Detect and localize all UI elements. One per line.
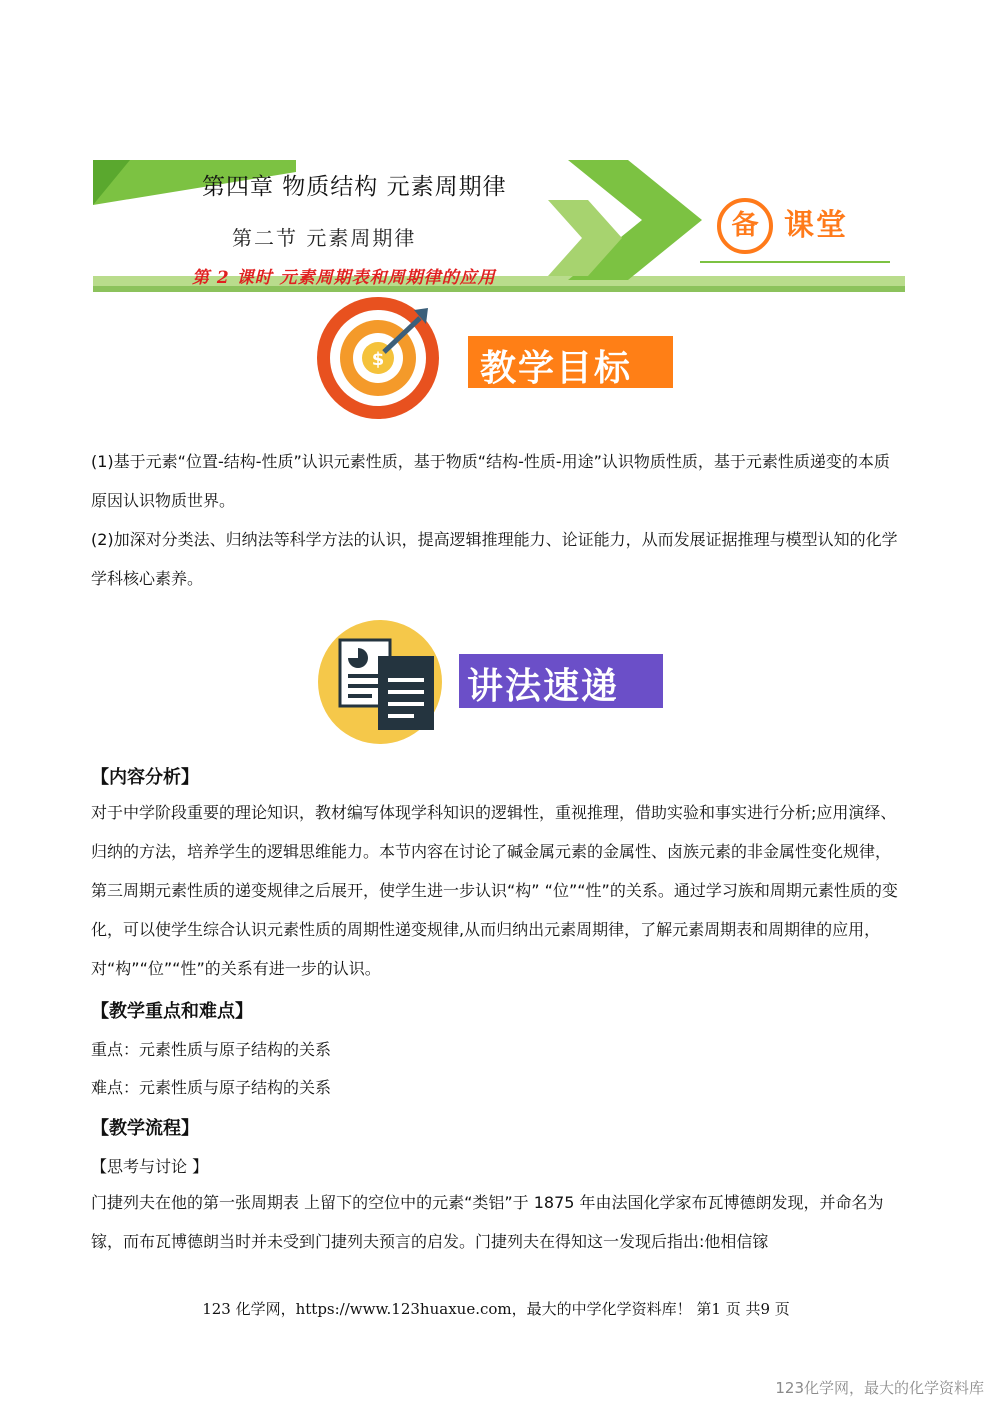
watermark: 123化学网，最大的化学资料库 [775, 1379, 984, 1397]
discuss-text: 门捷列夫在他的第一张周期表 上留下的空位中的元素“类铝”于 1875 年由法国化学家布瓦博德朗发现，并命名为镓，而布瓦博德朗当时并未受到门捷列夫预言的启发。门捷列夫在得知这一发现后指出:他相信镓 [91, 1193, 884, 1251]
teaching-goals-header [316, 296, 686, 421]
header-banner [0, 0, 992, 300]
svg-text:$: $ [371, 349, 385, 370]
flow-heading: 【教学流程】 [91, 1118, 199, 1139]
objective-1: (1)基于元素“位置-结构-性质”认识元素性质，基于物质“结构-性质-用途”认识物质性质，基于元素性质递变的本质原因认识物质世界。 [91, 452, 890, 510]
teaching-goals-label: 教学目标 [480, 348, 633, 389]
analysis-text: 对于中学阶段重要的理论知识，教材编写体现学科知识的逻辑性，重视推理，借助实验和事实进行分析;应用演绎、归纳的方法，培养学生的逻辑思维能力。本节内容在讨论了碱金属元素的金属性、卤族元素的非金属性变化规律，第三周期元素性质的递变规律之后展开，使学生进一步认识“构” “位”“性”的关系。通过学习族和周期元素性质的变化，可以使学生综合认识元素性质的周期性递变规律,从而归纳出元素周期律，了解元素周期表和周期律的应用，对“构”“位”“性”的关系有进一步的认识。 [91, 803, 898, 978]
difficulty-point: 难点：元素性质与原子结构的关系 [91, 1078, 332, 1097]
page-footer: 123 化学网，https://www.123huaxue.com，最大的中学化学资料库！ 第1 页 共9 页 [202, 1300, 790, 1318]
objective-2: (2)加深对分类法、归纳法等科学方法的认识，提高逻辑推理能力、论证能力，从而发展证据推理与模型认知的化学学科核心素养。 [91, 530, 898, 588]
badge-text: 课堂 [784, 208, 848, 243]
method-label: 讲法速递 [467, 666, 620, 707]
chapter-title: 第四章 物质结构 元素周期律 [202, 174, 507, 200]
badge-char: 备 [731, 210, 759, 241]
lesson-title: 第 2 课时 元素周期表和周期律的应用 [192, 268, 496, 288]
key-heading: 【教学重点和难点】 [91, 1001, 253, 1022]
analysis-heading: 【内容分析】 [91, 767, 199, 788]
banner-graphic [0, 0, 992, 300]
method-header [318, 618, 668, 748]
section-title: 第二节 元素周期律 [232, 226, 417, 250]
discuss-heading: 【思考与讨论 】 [91, 1157, 209, 1176]
key-point: 重点：元素性质与原子结构的关系 [91, 1040, 332, 1059]
